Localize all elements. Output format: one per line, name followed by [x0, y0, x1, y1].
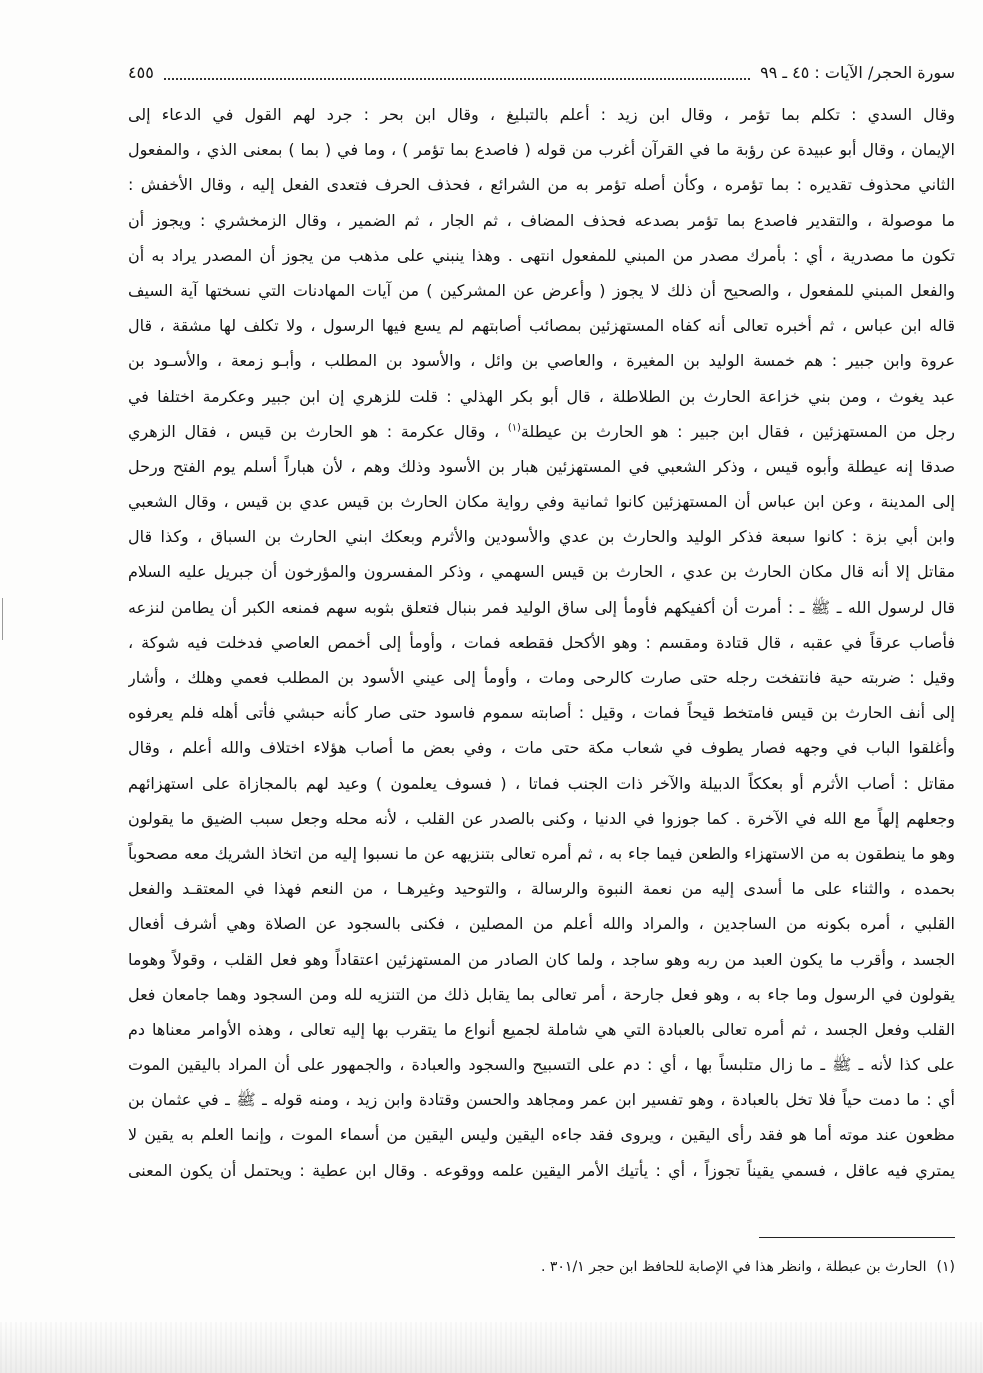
text-line: بحمده ، والثناء على ما أسدى إليه من نعمة النبوة والرسالة ، والتوحيد وغيرهـا ، من النعم فهذا في المعتقـد والفعل — [128, 879, 955, 899]
text-segment: رجل من المستهزئين ، فقال ابن جبير : هو الحارث بن عيطلة — [520, 421, 955, 441]
text-line: القلب وفعل الجسد ، ثم أمره تعالى بالعبادة التي هي شاملة لجميع أنواع ما يتقرب بها إليه تعالى ، وهذه الأوامر معناها دم — [128, 1019, 955, 1039]
text-line: مقاتل إلا أنه قال مكان الحارث بن عدي ، الحارث بن قيس السهمي ، وذكر المفسرون والمؤرخون أن جبريل عليه السلام — [128, 562, 955, 582]
footnote-separator — [759, 1237, 955, 1238]
body-text — [128, 97, 955, 1188]
text-line: عروة وابن جبير : هم خمسة الوليد بن المغيرة ، والعاصي بن وائل ، والأسود بن المطلب ، وأبـو زمعة ، والأسـود بن — [128, 351, 955, 371]
text-line: القلبي ، أمره بكونه من الساجدين ، والمراد والله أعلم من المصلين ، فكنى بالسجود عن الصلاة وهي أشرف أفعال — [128, 914, 955, 934]
text-line: إلى أنف الحارث بن قيس فامتخط قيحاً فمات ، وقيل : أصابته سموم فاسود حتى صار كأنه حبشي فأتى أهله فلم يعرفوه — [128, 703, 955, 723]
dotted-leader — [164, 77, 750, 80]
text-line: فأصاب عرقاً في عقبه ، قال قتادة ومقسم : وهو الأكحل فقطعه فمات ، وأومأ إلى أخمص العاصي فدخلت فيه شوكة ، — [128, 632, 955, 652]
text-line: وجعلهم إلهاً مع الله في الآخرة . كما جوزوا في الدنيا ، وكنى بالصدر عن القلب ، لأنه محله وجعل سبب الضيق ما يقولون — [128, 808, 955, 828]
text-line: وقال السدي : تكلم بما تؤمر ، وقال ابن زيد : أعلم بالتبليغ ، وقال ابن بحر : جرد لهم القول في الدعاء إلى — [128, 105, 955, 124]
text-segment: ، وقال عكرمة : هو الحارث بن قيس ، فقال الزهري — [128, 421, 508, 441]
text-line: يمتري فيه عاقل ، فسمي يقيناً تجوزاً ، أي : يأتيك الأمر اليقين علمه ووقوعه . وقال ابن عطية : ويحتمل أن يكون المعنى — [128, 1160, 955, 1180]
text-line: وقيل : ضربته حية فانتفخت رجله حتى صارت كالرحى ومات ، وأومأ إلى عيني الأسود بن المطلب فعمي وهلك ، وأشار — [128, 668, 955, 687]
text-line: إلى المدينة ، وعن ابن عباس أن المستهزئين كانوا ثمانية وفي رواية مكان الحارث بن قيس عدي بن قيس ، وقال الشعبي — [128, 492, 955, 512]
text-line: الجسد ، وأقرب ما يكون العبد من ربه وهو ساجد ، ولما كان الصادر من المستهزئين اعتقاداً وهو فعل القلب ، وقولاً وهوما — [128, 949, 955, 969]
text-line: تكون ما مصدرية ، أي : بأمرك مصدر من المبني للمفعول انتهى . وهذا ينبني على مذهب من يجوز أن المصدر يراد به أن — [128, 245, 955, 265]
scan-noise-band — [0, 1322, 983, 1373]
text-line: على كذا لأنه ـ ﷺ ـ ما زال متلبساً بها ، أي : دم على التسبيح والسجود والعبادة ، والجمهور على أن المراد باليقين الموت — [128, 1055, 955, 1075]
text-line: والفعل المبني للمفعول ، والصحيح أن ذلك لا يجوز ( وأعرض عن المشركين ) من آيات المهادنات التي نسختها آية السيف — [128, 280, 955, 300]
text-line: وأغلقوا الباب في وجهه فصار يطوف في شعاب مكة حتى مات ، وفي بعض ما أصاب هؤلاء اختلاف والله أعلم ، وقال — [128, 738, 955, 758]
text-line: وابن أبي بزة : كانوا سبعة فذكر الوليد والحارث بن عدي والأسودين والأثرم وبعكك ابني الحارث بن السباق ، وكذا قال — [128, 527, 955, 547]
footnote-reference: (١) — [507, 422, 521, 434]
text-line: مظعون عند موته أما هو فقد رأى اليقين ، ويروى فقد جاءه اليقين وليس اليقين من أسماء الموت ، وإنما العلم به يقين لا — [128, 1125, 955, 1145]
text-line: الإيمان ، وقال أبو عبيدة عن رؤبة ما في القرآن أغرب من قوله ( فاصدع بما تؤمر ) ، وما في ( بما ) بمعنى الذي ، والمفعول — [128, 140, 955, 160]
footnote — [128, 1252, 955, 1282]
text-line: الثاني محذوف تقديره : بما تؤمره ، وكأن أصله تؤمر به من الشرائع ، فحذف الحرف فتعدى الفعل إليه ، وقال الأخفش : — [128, 175, 955, 195]
page-number: ٤٥٥ — [128, 63, 154, 82]
running-header — [128, 58, 955, 88]
text-line: صدقا إنه عيطلة وأبوه قيس ، وذكر الشعبي في المستهزئين هبار بن الأسود وذلك وهم ، لأن هباراً أسلم يوم الفتح ورحل — [128, 456, 955, 476]
footnote-marker: (١) — [936, 1259, 955, 1275]
text-line: مقاتل : أصاب الأثرم أو بعككاً الدبيلة والآخر ذات الجنب فماتا ، ( فسوف يعلمون ) وعيد لهم بالمجازاة على استهزائهم — [128, 773, 955, 793]
text-line: وهو ما ينطقون به من الاستهزاء والطعن فيما جاء به ، ثم أمره تعالى بتنزيهه عن ما نسبوا إليه من اتخاذ الشريك معه مصحوباً — [128, 843, 955, 863]
footnote-text: الحارث بن عبطلة ، وانظر هذا في الإصابة للحافظ ابن حجر ٣٠١/١ . — [540, 1259, 927, 1275]
running-title: سورة الحجر/ الآيات : ٤٥ ـ ٩٩ — [760, 63, 955, 82]
text-line: قاله ابن عباس ، ثم أخبره تعالى أنه كفاه المستهزئين بمصائب أصابتهم لم يسع فيها الرسول ، ولا تكلف لها مشقة ، قال — [128, 316, 955, 336]
text-line: قال لرسول الله ـ ﷺ ـ : أمرت أن أكفيكهم فأومأ إلى ساق الوليد فمر بنبال فتعلق بثوبه سهم فمنعه الكبر أن يطامن لنزعه — [128, 597, 955, 617]
text-line: يقولون في الرسول وما جاء به ، وهو فعل جارحة ، أمر تعالى بما يقابل ذلك من التنزيه لله ومن السجود وهما جامعان فعل — [128, 984, 955, 1004]
scan-artifact — [2, 598, 3, 640]
text-line: أي : ما دمت حياً فلا تخل بالعبادة ، وهو تفسير ابن عمر ومجاهد والحسن وقتادة وابن زيد ، ومنه قوله ـ ﷺ ـ في عثمان بن — [128, 1090, 955, 1110]
text-line: ما موصولة ، والتقدير فاصدع بما تؤمر بصدعه فحذف المضاف ، ثم الجار ، ثم الضمير ، وقال الزمخشري : ويجوز أن — [128, 210, 955, 230]
text-line-with-note — [128, 414, 955, 449]
text-line: عبد يغوث ، ومن بني خزاعة الحارث بن الطلاطلة ، قال أبو بكر الهذلي : قلت للزهري إن ابن جبير وعكرمة اختلفا في — [128, 386, 955, 406]
